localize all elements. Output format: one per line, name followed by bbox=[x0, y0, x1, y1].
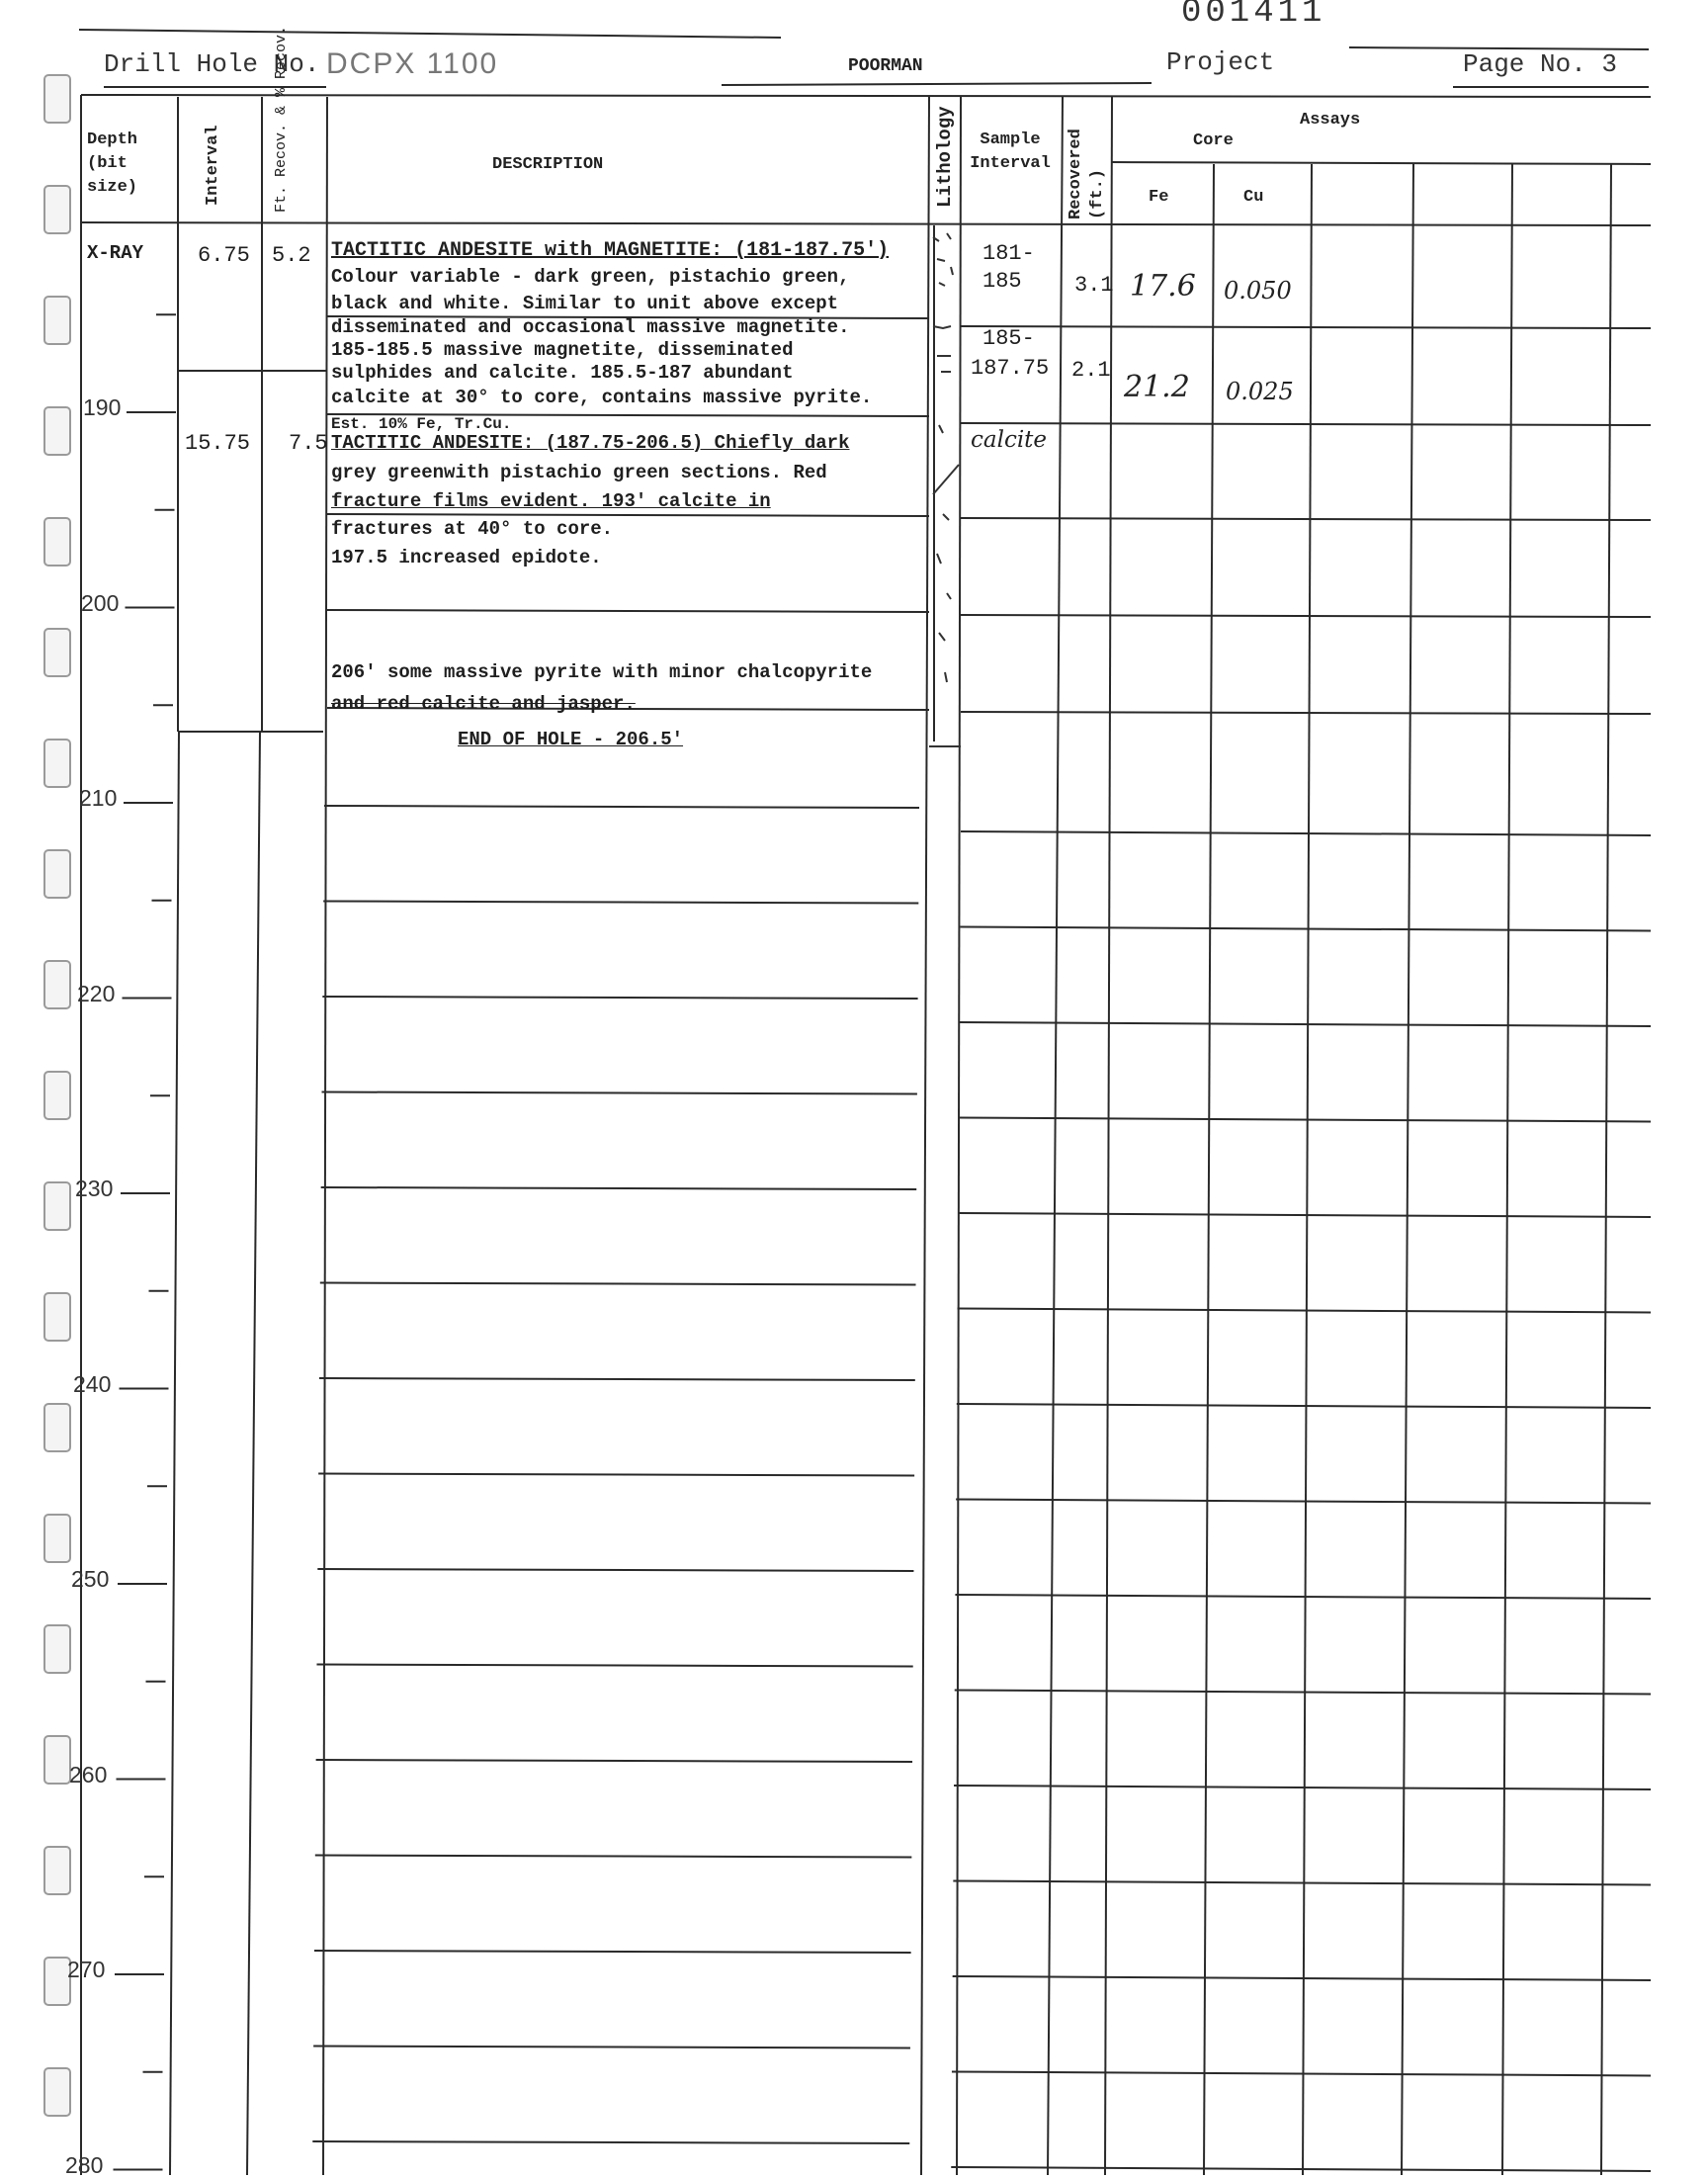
description-line: disseminated and occasional massive magnetite. bbox=[331, 316, 850, 338]
description-line: 185-185.5 massive magnetite, disseminated bbox=[331, 339, 794, 361]
lithology-header: Lithology bbox=[934, 106, 956, 208]
sample-interval: 181- bbox=[982, 241, 1035, 266]
depth-label: 220 bbox=[77, 980, 116, 1006]
sample-interval: 185 bbox=[982, 269, 1022, 294]
depth-label: 250 bbox=[71, 1566, 110, 1592]
recovery-header: Ft. Recov. & % Recov. bbox=[273, 25, 290, 213]
sample-recovered: 3.1 bbox=[1074, 273, 1114, 298]
depth-label: 260 bbox=[69, 1761, 108, 1787]
bit-size: X-RAY bbox=[87, 242, 144, 264]
sample-recovered: 2.1 bbox=[1071, 358, 1111, 383]
drill-hole-label: Drill Hole No. bbox=[104, 49, 320, 79]
description-line: 206' some massive pyrite with minor chalcopyrite bbox=[331, 661, 873, 683]
project-label: Project bbox=[1166, 47, 1275, 77]
drill-hole-value: DCPX 1100 bbox=[326, 47, 499, 80]
description-line: black and white. Similar to unit above except bbox=[331, 293, 839, 314]
description-line: fracture films evident. 193' calcite in bbox=[331, 490, 771, 512]
description-line: fractures at 40° to core. bbox=[331, 518, 614, 540]
recovered-header: Recovered (ft.) bbox=[1067, 129, 1107, 219]
page-number: Page No. 3 bbox=[1463, 49, 1618, 79]
calcite-note: calcite bbox=[971, 427, 1048, 453]
end-of-hole: END OF HOLE - 206.5' bbox=[458, 729, 684, 750]
recovery-value: 5.2 bbox=[272, 243, 311, 268]
description-line: grey greenwith pistachio green sections. Red bbox=[331, 462, 827, 483]
interval-value: 15.75 bbox=[185, 431, 251, 456]
depth-label: 210 bbox=[79, 785, 118, 811]
assays-header: Assays bbox=[1300, 111, 1361, 130]
depth-label: 270 bbox=[67, 1957, 106, 1982]
depth-label: 280 bbox=[65, 2151, 104, 2178]
interval-value: 6.75 bbox=[198, 243, 250, 268]
assay-fe: 21.2 bbox=[1124, 370, 1190, 404]
fe-header: Fe bbox=[1149, 188, 1169, 207]
description-line: Est. 10% Fe, Tr.Cu. bbox=[331, 415, 512, 433]
serial-number: 001411 bbox=[1181, 0, 1326, 32]
recovery-value: 7.5 bbox=[289, 431, 328, 456]
assay-cu: 0.050 bbox=[1224, 277, 1292, 305]
sample-interval: 185- bbox=[982, 326, 1035, 351]
sample-interval: 187.75 bbox=[971, 356, 1050, 381]
project-name: POORMAN bbox=[848, 56, 923, 76]
depth-header: Depth (bit size) bbox=[87, 131, 138, 197]
unit-title: TACTITIC ANDESITE: (187.75-206.5) Chiefly dark bbox=[331, 432, 850, 454]
description-header: DESCRIPTION bbox=[492, 155, 604, 174]
depth-label: 230 bbox=[75, 1176, 114, 1201]
cu-header: Cu bbox=[1243, 188, 1264, 207]
depth-label: 200 bbox=[81, 589, 120, 616]
core-header: Core bbox=[1193, 131, 1234, 150]
depth-label: 190 bbox=[83, 394, 122, 420]
depth-label: 240 bbox=[73, 1370, 112, 1397]
description-line: and red calcite and jasper. bbox=[331, 693, 636, 715]
description-line: calcite at 30° to core, contains massive pyrite. bbox=[331, 387, 873, 408]
assay-cu: 0.025 bbox=[1226, 378, 1294, 405]
sample-interval-header: Sample Interval bbox=[970, 131, 1051, 173]
interval-header: Interval bbox=[204, 125, 222, 206]
description-line: sulphides and calcite. 185.5-187 abundant bbox=[331, 362, 794, 384]
description-line: Colour variable - dark green, pistachio green, bbox=[331, 266, 850, 288]
unit-title: TACTITIC ANDESITE with MAGNETITE: (181-187.75') bbox=[331, 239, 890, 262]
description-line: 197.5 increased epidote. bbox=[331, 547, 602, 568]
assay-fe: 17.6 bbox=[1130, 269, 1196, 304]
